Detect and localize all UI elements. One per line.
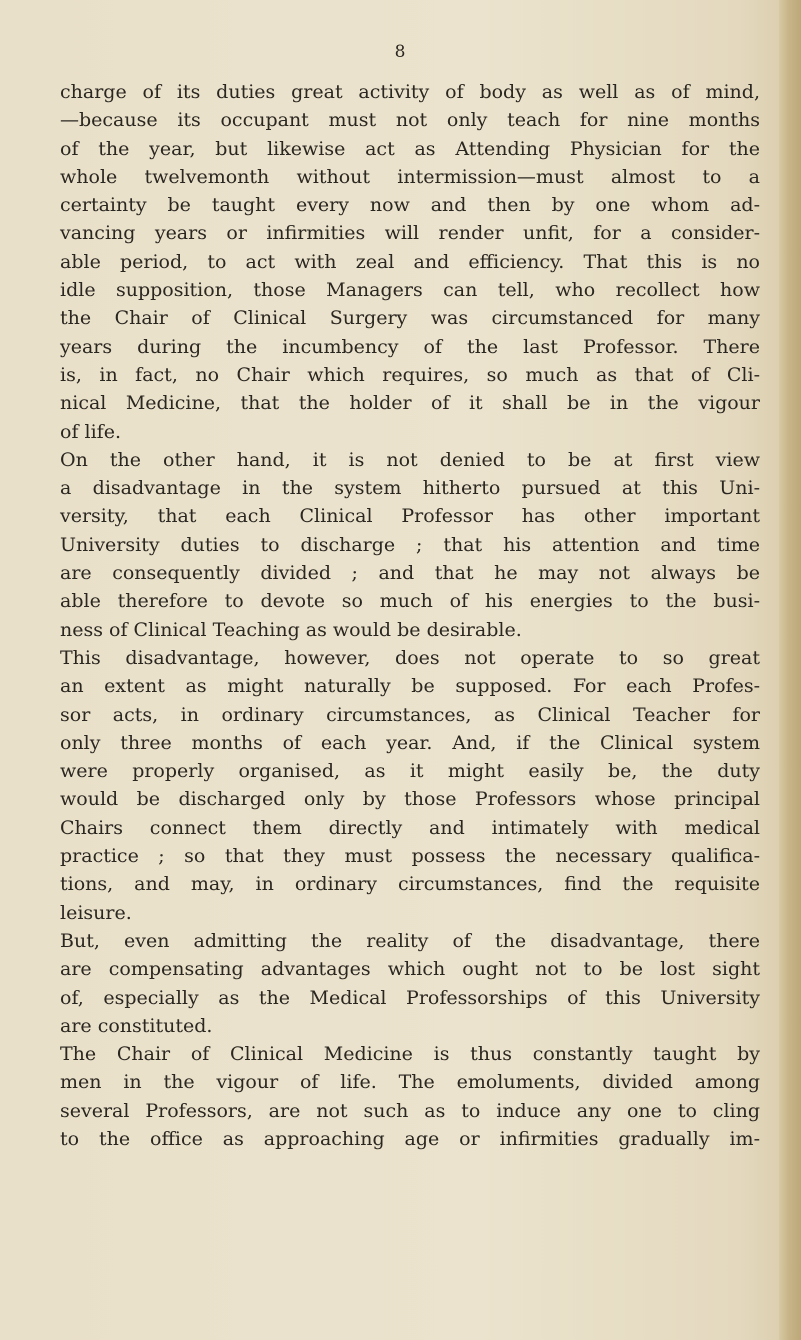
text-line: charge of its duties great activity of body as well as of mind,	[60, 81, 760, 103]
text-line: whole twelvemonth without intermission—must almost to a	[60, 165, 760, 188]
text-line: Chairs connect them directly and intimately with medical	[60, 816, 760, 839]
text-line: are compensating advantages which ought not to be lost sight	[60, 958, 760, 981]
text-line: men in the vigour of life. The emoluments, divided among	[60, 1071, 760, 1094]
text-line: several Professors, are not such as to induce any one to cling	[60, 1099, 760, 1122]
text-line: is, in fact, no Chair which requires, so much as that of Cli-	[60, 363, 760, 386]
text-line: This disadvantage, however, does not operate to so great	[60, 646, 760, 669]
text-line: practice ; so that they must possess the necessary qualifica-	[60, 845, 760, 868]
body-text	[60, 78, 760, 1153]
text-line: able period, to act with zeal and efficiency. That this is no	[60, 250, 760, 273]
text-line: certainty be taught every now and then by one whom ad-	[60, 194, 760, 217]
text-line: tions, and may, in ordinary circumstances, find the requisite	[60, 873, 760, 896]
text-line: the Chair of Clinical Surgery was circumstanced for many	[60, 307, 760, 330]
text-line: ness of Clinical Teaching as would be desirable.	[60, 618, 522, 641]
text-line: of life.	[60, 420, 121, 443]
text-line: of, especially as the Medical Professorships of this University	[60, 986, 760, 1009]
text-line: were properly organised, as it might easily be, the duty	[60, 760, 760, 783]
text-line: an extent as might naturally be supposed. For each Profes-	[60, 675, 760, 698]
text-line: vancing years or infirmities will render unfit, for a consider-	[60, 222, 760, 245]
text-line: But, even admitting the reality of the disadvantage, there	[60, 929, 760, 952]
text-line: —because its occupant must not only teach for nine months	[60, 109, 760, 132]
text-line: of the year, but likewise act as Attending Physician for the	[60, 137, 760, 160]
text-line: to the office as approaching age or infirmities gradually im-	[60, 1127, 760, 1150]
text-line: nical Medicine, that the holder of it shall be in the vigour	[60, 392, 760, 415]
text-line: idle supposition, those Managers can tell, who recollect how	[60, 279, 760, 302]
text-line: University duties to discharge ; that his attention and time	[60, 533, 760, 556]
text-line: versity, that each Clinical Professor has other important	[60, 505, 760, 528]
text-line: able therefore to devote so much of his energies to the busi-	[60, 590, 760, 613]
text-line: a disadvantage in the system hitherto pursued at this Uni-	[60, 477, 760, 500]
page-edge	[779, 0, 801, 1340]
page-number: 8	[394, 42, 407, 62]
text-line: are constituted.	[60, 1014, 213, 1037]
text-line: sor acts, in ordinary circumstances, as Clinical Teacher for	[60, 703, 760, 726]
text-line: leisure.	[60, 901, 132, 924]
text-line: years during the incumbency of the last Professor. There	[60, 335, 760, 358]
text-line: The Chair of Clinical Medicine is thus constantly taught by	[60, 1043, 760, 1066]
text-line: would be discharged only by those Professors whose principal	[60, 788, 760, 811]
text-line: On the other hand, it is not denied to be at first view	[60, 448, 760, 471]
text-line: only three months of each year. And, if the Clinical system	[60, 731, 760, 754]
text-line: are consequently divided ; and that he may not always be	[60, 562, 760, 585]
